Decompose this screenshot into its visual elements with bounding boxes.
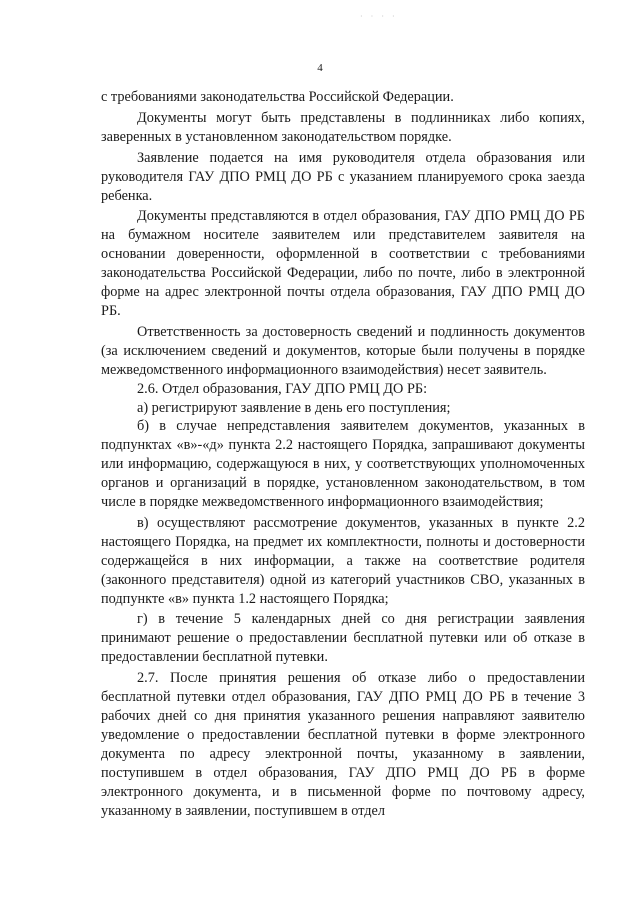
paragraph-11: 2.7. После принятия решения об отказе либо о предоставлении бесплатной путевки отдел образования, ГАУ ДПО РМЦ ДО РБ в течение 3 рабочих дней со дня принятия указанного решения направляют заявителю уведомление о предоставлении бесплатной путевки в форме электронного документа по адресу электронной почты, указанному в заявлении, поступившем в отдел образования, ГАУ ДПО РМЦ ДО РБ в форме электронного документа, и в письменной форме по почтовому адресу, указанному в заявлении, поступившем в отдел — [101, 670, 585, 819]
page-number: 4 — [317, 62, 323, 74]
scan-noise: · · · · — [360, 12, 398, 21]
paragraph-6: 2.6. Отдел образования, ГАУ ДПО РМЦ ДО РБ: — [137, 380, 428, 397]
paragraph-9: в) осуществляют рассмотрение документов, указанных в пункте 2.2 настоящего Порядка, на предмет их комплектности, полноты и достоверности содержащейся в них информации, а также на соответствие родителя (законного представителя) одной из категорий участников СВО, указанных в подпункте «в» пункта 1.2 настоящего Порядка; — [101, 514, 585, 607]
paragraph-10: г) в течение 5 календарных дней со дня регистрации заявления принимают решение о предоставлении бесплатной путевки или об отказе в предоставлении бесплатной путевки. — [101, 611, 585, 666]
paragraph-3: Заявление подается на имя руководителя отдела образования или руководителя ГАУ ДПО РМЦ ДО РБ с указанием планируемого срока заезда ребенка. — [101, 149, 585, 204]
paragraph-8: б) в случае непредставления заявителем документов, указанных в подпунктах «в»-«д» пункта 2.2 настоящего Порядка, запрашивают документы или информацию, содержащуюся в них, у соответствующих уполномоченных органов и организаций в порядке, установленном законодательством, в том числе в порядке межведомственного информационного взаимодействия; — [101, 418, 585, 511]
document-body — [101, 88, 585, 820]
paragraph-2: Документы могут быть представлены в подлинниках либо копиях, заверенных в установленном законодательством порядке. — [101, 109, 585, 145]
paragraph-5: Ответственность за достоверность сведений и подлинность документов (за исключением сведений и документов, которые были получены в порядке межведомственного информационного взаимодействия) несет заявитель. — [101, 323, 585, 378]
paragraph-4: Документы представляются в отдел образования, ГАУ ДПО РМЦ ДО РБ на бумажном носителе заявителем или представителем заявителя на основании доверенности, оформленной в соответствии с требованиями законодательства Российской Федерации, либо по почте, либо в электронной форме на адрес электронной почты отдела образования, ГАУ ДПО РМЦ ДО РБ. — [101, 208, 585, 319]
paragraph-1: с требованиями законодательства Российской Федерации. — [101, 89, 454, 105]
paragraph-7: а) регистрируют заявление в день его поступления; — [137, 399, 451, 416]
